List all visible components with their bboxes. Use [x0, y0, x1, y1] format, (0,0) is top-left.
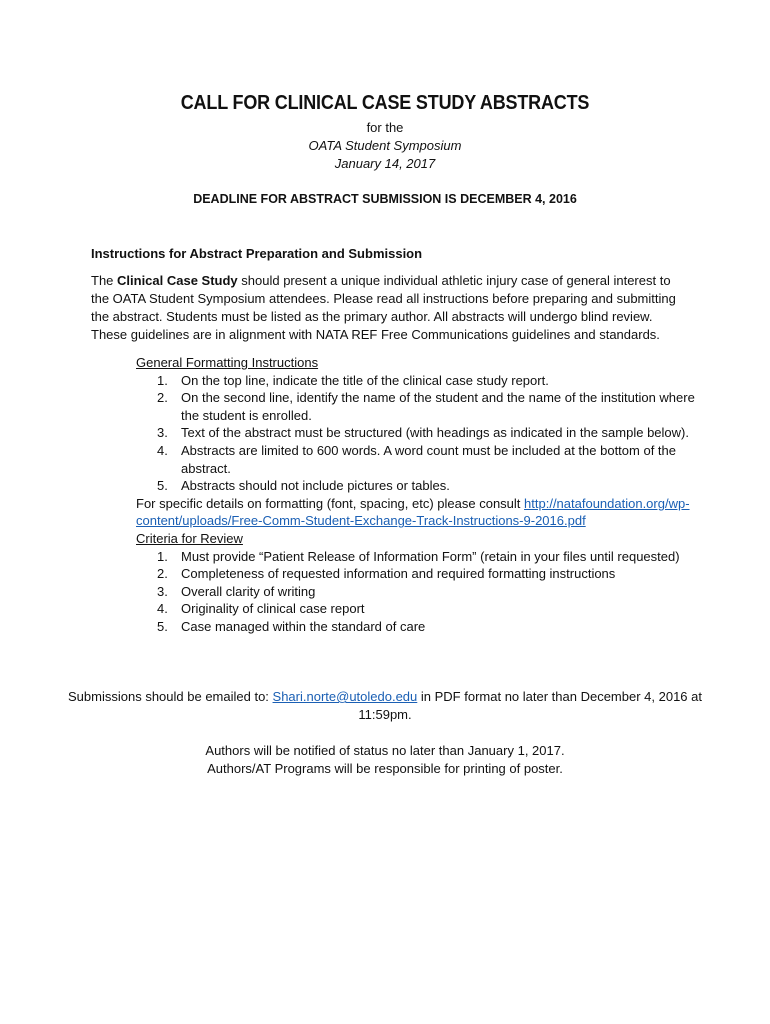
- submission-prefix: Submissions should be emailed to:: [68, 689, 273, 704]
- list-number: 2.: [157, 390, 168, 406]
- intro-paragraph: [91, 272, 681, 344]
- event-date: January 14, 2017: [334, 156, 436, 171]
- formatting-section: [136, 354, 696, 530]
- document-title: CALL FOR CLINICAL CASE STUDY ABSTRACTS: [180, 92, 590, 114]
- intro-bold-term: Clinical Case Study: [117, 273, 238, 288]
- list-item: [136, 389, 696, 424]
- list-text: Abstracts are limited to 600 words. A word count must be included at the bottom of the abstract.: [181, 442, 676, 476]
- list-text: On the top line, indicate the title of the clinical case study report.: [181, 372, 549, 388]
- instructions-heading: Instructions for Abstract Preparation and Submission: [91, 246, 423, 261]
- list-text: Completeness of requested information and required formatting instructions: [181, 566, 616, 582]
- formatting-details: [136, 495, 696, 530]
- list-number: 1.: [157, 372, 168, 388]
- list-item: [136, 424, 696, 442]
- list-number: 2.: [157, 566, 168, 582]
- list-text: Case managed within the standard of care: [181, 618, 426, 634]
- for-the-line: for the: [366, 120, 404, 135]
- submission-suffix: in PDF format no later than December 4, 2016 at: [417, 689, 702, 704]
- list-number: 4.: [157, 601, 168, 617]
- list-item: [136, 477, 696, 495]
- intro-body: should present a unique individual athletic injury case of general interest to the OATA Student Symposium attendees. Please read all instructions before preparing and submitting the abstract. Students must be listed as the primary author. All abstracts will undergo blind review. These guidelines are in alignment with NATA REF Free Communications guidelines and standards.: [91, 273, 676, 342]
- criteria-list: [136, 548, 696, 636]
- list-text: Originality of clinical case report: [181, 601, 365, 617]
- poster-note: Authors/AT Programs will be responsible for printing of poster.: [207, 761, 563, 776]
- list-text: Abstracts should not include pictures or tables.: [181, 478, 450, 494]
- list-number: 3.: [157, 583, 168, 599]
- list-item: [136, 600, 696, 618]
- list-text: Overall clarity of writing: [181, 583, 316, 599]
- list-text: Text of the abstract must be structured (with headings as indicated in the sample below).: [181, 425, 689, 441]
- list-number: 5.: [157, 478, 168, 494]
- list-item: [136, 372, 696, 390]
- formatting-details-text: For specific details on formatting (font, spacing, etc) please consult: [136, 495, 525, 511]
- list-item: [136, 618, 696, 636]
- formatting-guidelines-link[interactable]: http://natafoundation.org/wp-content/uploads/Free-Comm-Student-Exchange-Track-Instructions-9-2016.pdf: [136, 495, 690, 529]
- criteria-heading: Criteria for Review: [136, 531, 243, 546]
- formatting-heading: General Formatting Instructions: [136, 355, 319, 370]
- list-item: [136, 442, 696, 477]
- deadline-notice: DEADLINE FOR ABSTRACT SUBMISSION IS DECEMBER 4, 2016: [193, 192, 577, 206]
- list-item: [136, 548, 696, 566]
- event-name: OATA Student Symposium: [308, 138, 462, 153]
- list-text: On the second line, identify the name of the student and the name of the institution where the student is enrolled.: [181, 390, 695, 423]
- list-item: [136, 565, 696, 583]
- list-item: [136, 583, 696, 601]
- intro-prefix: The: [91, 273, 118, 288]
- list-text: Must provide “Patient Release of Information Form” (retain in your files until requested): [181, 548, 680, 564]
- list-number: 4.: [157, 442, 168, 458]
- submission-time: 11:59pm.: [358, 707, 412, 722]
- criteria-section: [136, 530, 696, 636]
- notification-note: Authors will be notified of status no later than January 1, 2017.: [205, 743, 565, 758]
- list-number: 1.: [157, 548, 168, 564]
- list-number: 5.: [157, 618, 168, 634]
- formatting-list: [136, 372, 696, 495]
- list-number: 3.: [157, 425, 168, 441]
- submission-email-link[interactable]: Shari.norte@utoledo.edu: [272, 689, 418, 704]
- submission-line: [0, 688, 770, 706]
